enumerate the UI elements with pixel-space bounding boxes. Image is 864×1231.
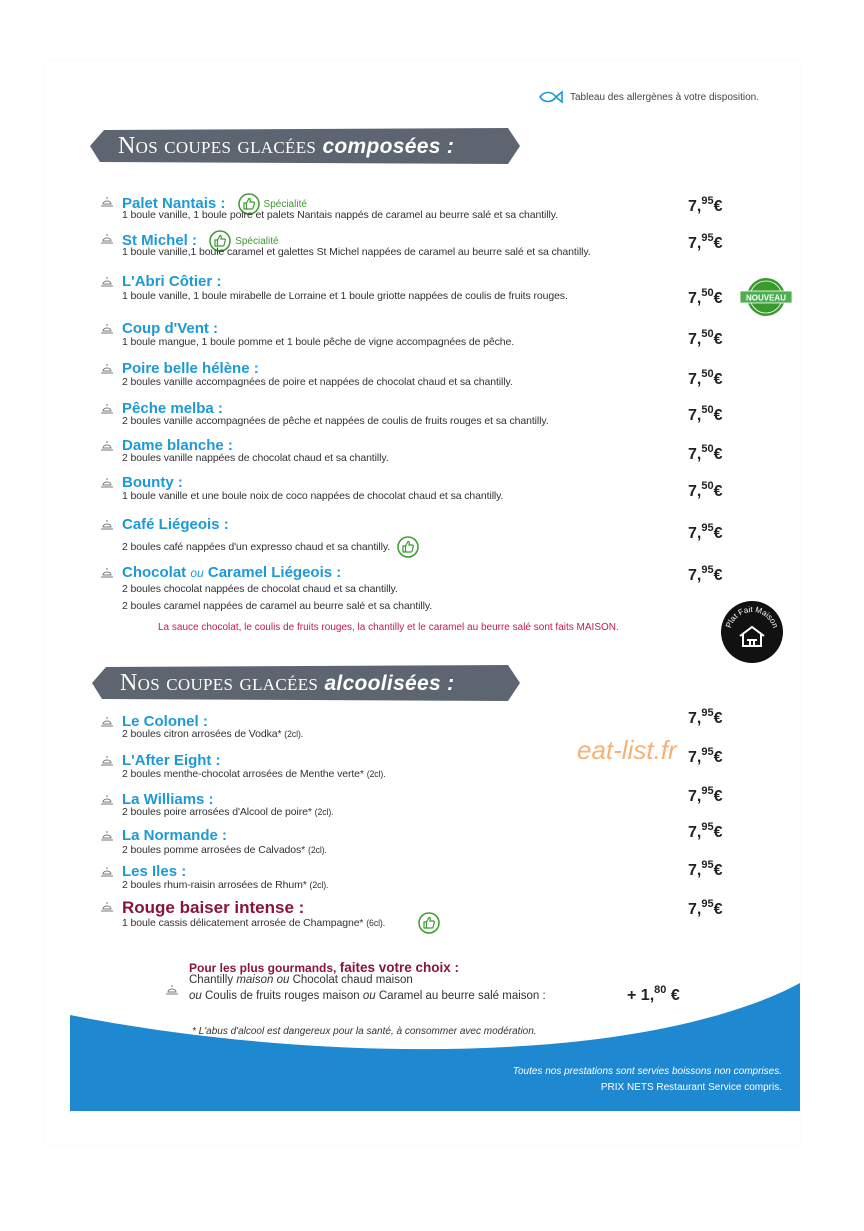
item-price: 7,95€ [688,859,723,879]
item-price: 7,50€ [688,404,723,424]
item-name: Chocolat ou Caramel Liégeois : [122,564,342,581]
fish-icon [538,88,564,106]
specialite-badge: Spécialité [238,193,307,215]
specialite-badge: Spécialité [209,230,278,252]
plate-icon [100,323,114,335]
footer-line-2: PRIX NETS Restaurant Service compris. [600,1082,782,1093]
item-name: Pêche melba : [122,400,223,417]
watermark: eat-list.fr [577,735,677,765]
item-price: 7,95€ [688,707,723,727]
plate-icon [100,519,114,531]
plate-icon [100,830,114,842]
item-name: Poire belle hélène : [122,360,259,377]
plate-icon [100,196,114,208]
item-name: La Normande : [122,827,228,844]
plate-icon [100,233,114,245]
alcohol-warning: * L'abus d'alcool est dangereux pour la santé, à consommer avec modération. [192,1026,537,1037]
thumbs-up-icon [397,536,419,558]
section-title: Nos coupes glacées alcoolisées : [120,669,455,696]
thumbs-up-icon [418,912,440,934]
item-price: 7,50€ [688,480,723,500]
plate-icon [100,794,114,806]
plate-icon [100,866,114,878]
item-name: L'After Eight : [122,752,221,769]
item-name: Rouge baiser intense : [122,898,305,917]
item-price: 7,95€ [688,195,723,215]
extras-price: + 1,80 € [627,984,680,1004]
item-name: St Michel : Spécialité [122,230,279,252]
item-name: Café Liégeois : [122,516,229,533]
item-price: 7,95€ [688,232,723,252]
section-alcoolisees-banner [92,665,520,701]
plate-icon [100,276,114,288]
plate-icon [100,363,114,375]
item-price: 7,95€ [688,821,723,841]
plat-fait-maison-badge [720,600,784,664]
svg-text:NOUVEAU: NOUVEAU [745,293,787,303]
item-name: Bounty : [122,474,183,491]
plate-icon [100,755,114,767]
item-name: Le Colonel : [122,713,208,730]
plate-icon [100,567,114,579]
svg-text:Plat Fait Maison: Plat Fait Maison [724,604,780,630]
plate-icon [100,477,114,489]
section-title: Nos coupes glacées composées : [118,132,455,159]
plate-icon [100,403,114,415]
item-price: 7,95€ [688,564,723,584]
maison-note: La sauce chocolat, le coulis de fruits rouges, la chantilly et le caramel au beurre salé sont faits MAISON. [158,622,619,633]
item-name: Les Iles : [122,863,187,880]
extras-title: Pour les plus gourmands, faites votre choix : [189,960,459,975]
plate-icon [100,716,114,728]
item-name: Coup d'Vent : [122,320,219,337]
item-name: La Williams : [122,791,214,808]
section-composees-banner [90,128,520,164]
item-price: 7,95€ [688,746,723,766]
item-price: 7,50€ [688,368,723,388]
item-name: Palet Nantais : Spécialité [122,193,307,215]
allergen-note: Tableau des allergènes à votre disposition. [538,88,759,106]
item-price: 7,95€ [688,522,723,542]
item-price: 7,50€ [688,328,723,348]
item-price: 7,95€ [688,898,723,918]
footer-line-1: Toutes nos prestations sont servies boissons non comprises. [512,1066,782,1077]
item-price: 7,95€ [688,785,723,805]
item-name: Dame blanche : [122,437,233,454]
item-price: 7,50€ [688,443,723,463]
plate-icon [100,440,114,452]
nouveau-badge [738,276,794,318]
item-price: 7,50€ [688,287,723,307]
plate-icon [100,901,114,913]
plate-icon [165,984,179,996]
item-name: L'Abri Côtier : [122,273,222,290]
